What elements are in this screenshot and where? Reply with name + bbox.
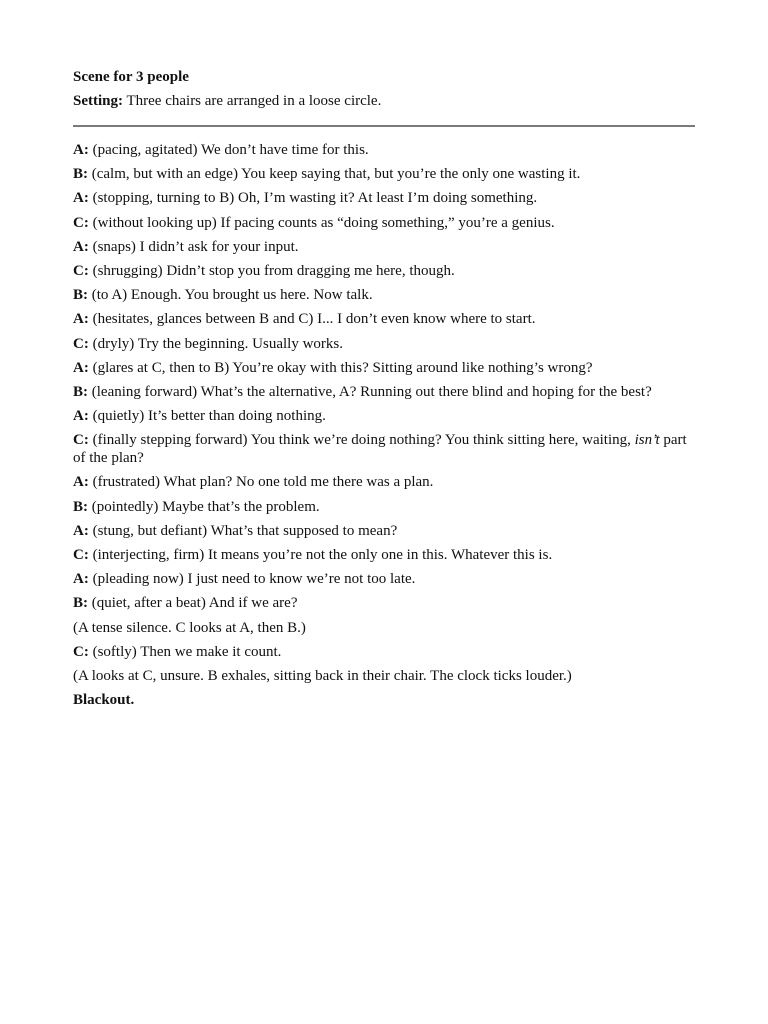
speaker-label: A:	[73, 311, 89, 328]
dialogue-line	[73, 407, 697, 425]
dialogue-line	[73, 359, 697, 377]
setting-text: Three chairs are arranged in a loose circle.	[126, 93, 382, 109]
dialogue-text: (snaps) I didn’t ask for your input.	[92, 238, 299, 255]
dialogue-text: (calm, but with an edge) You keep saying that, but you’re the only one wasting it.	[91, 166, 581, 183]
stage-direction	[73, 619, 697, 637]
dialogue-text: (softly) Then we make it count.	[92, 643, 282, 660]
dialogue-line	[73, 570, 697, 588]
dialogue-text: part of the plan?	[73, 432, 687, 467]
speaker-label: C:	[73, 214, 89, 231]
dialogue-text: (pleading now) I just need to know we’re not too late.	[92, 571, 416, 588]
speaker-label: A:	[73, 474, 89, 491]
speaker-label: C:	[73, 432, 89, 449]
dialogue-text: (finally stepping forward) You think we’re doing nothing? You think sitting here, waiting,	[92, 432, 635, 449]
dialogue-line	[73, 383, 697, 401]
speaker-label: A:	[73, 408, 89, 425]
dialogue-text: (to A) Enough. You brought us here. Now talk.	[91, 287, 373, 304]
dialogue-line	[73, 165, 697, 183]
dialogue-line	[73, 189, 697, 207]
speaker-label: C:	[73, 262, 89, 279]
dialogue-line	[73, 335, 697, 353]
stage-direction-text: (A looks at C, unsure. B exhales, sitting back in their chair. The clock ticks louder.)	[73, 667, 572, 684]
speaker-label: C:	[73, 335, 89, 352]
dialogue-line	[73, 262, 697, 280]
dialogue-text: (leaning forward) What’s the alternative, A? Running out there blind and hoping for the best?	[91, 383, 652, 400]
speaker-label: A:	[73, 190, 89, 207]
ending-line: Blackout.	[73, 692, 135, 709]
dialogue-text: (without looking up) If pacing counts as “doing something,” you’re a genius.	[92, 214, 555, 231]
speaker-label: C:	[73, 643, 89, 660]
dialogue-text: (stopping, turning to B) Oh, I’m wasting it? At least I’m doing something.	[92, 190, 538, 207]
dialogue-text: (pacing, agitated) We don’t have time for this.	[92, 142, 369, 158]
dialogue-text: (quietly) It’s better than doing nothing.	[92, 408, 326, 425]
dialogue-line	[73, 498, 697, 516]
dialogue-text: (quiet, after a beat) And if we are?	[91, 595, 298, 612]
dialogue-line	[73, 238, 697, 256]
dialogue-line	[73, 594, 697, 612]
dialogue-line	[73, 473, 697, 491]
dialogue-text: (stung, but defiant) What’s that supposed to mean?	[92, 522, 398, 539]
speaker-label: A:	[73, 522, 89, 539]
speaker-label: A:	[73, 142, 89, 158]
speaker-label: A:	[73, 238, 89, 255]
dialogue-line	[73, 214, 697, 232]
speaker-label: B:	[73, 287, 88, 304]
setting-label: Setting:	[73, 93, 123, 109]
scene-title: Scene for 3 people	[73, 69, 189, 85]
dialogue-text: (glares at C, then to B) You’re okay with this? Sitting around like nothing’s wrong?	[92, 359, 593, 376]
setting-line	[73, 90, 697, 112]
dialogue-line	[73, 522, 697, 540]
dialogue-line	[73, 546, 697, 564]
dialogue-line	[73, 431, 697, 467]
dialogue-text: (dryly) Try the beginning. Usually works.	[92, 335, 343, 352]
dialogue-text: (hesitates, glances between B and C) I... I don’t even know where to start.	[92, 311, 536, 328]
dialogue-text: (interjecting, firm) It means you’re not the only one in this. Whatever this is.	[92, 547, 553, 563]
speaker-label: A:	[73, 571, 89, 588]
dialogue-text: (shrugging) Didn’t stop you from dragging me here, though.	[92, 262, 455, 279]
dialogue-line	[73, 286, 697, 304]
stage-direction	[73, 667, 697, 685]
speaker-label: B:	[73, 383, 88, 400]
script-page	[73, 66, 697, 709]
stage-direction-text: (A tense silence. C looks at A, then B.)	[73, 619, 306, 636]
dialogue-line	[73, 643, 697, 661]
dialogue-line	[73, 141, 697, 159]
speaker-label: A:	[73, 359, 89, 376]
dialogue-emphasis: isn’t	[634, 432, 660, 449]
horizontal-divider	[73, 125, 695, 127]
speaker-label: B:	[73, 498, 88, 515]
speaker-label: B:	[73, 166, 88, 183]
speaker-label: B:	[73, 595, 88, 612]
dialogue-text: (pointedly) Maybe that’s the problem.	[91, 498, 320, 515]
dialogue-text: (frustrated) What plan? No one told me there was a plan.	[92, 474, 434, 491]
speaker-label: C:	[73, 547, 89, 563]
dialogue-line	[73, 310, 697, 328]
